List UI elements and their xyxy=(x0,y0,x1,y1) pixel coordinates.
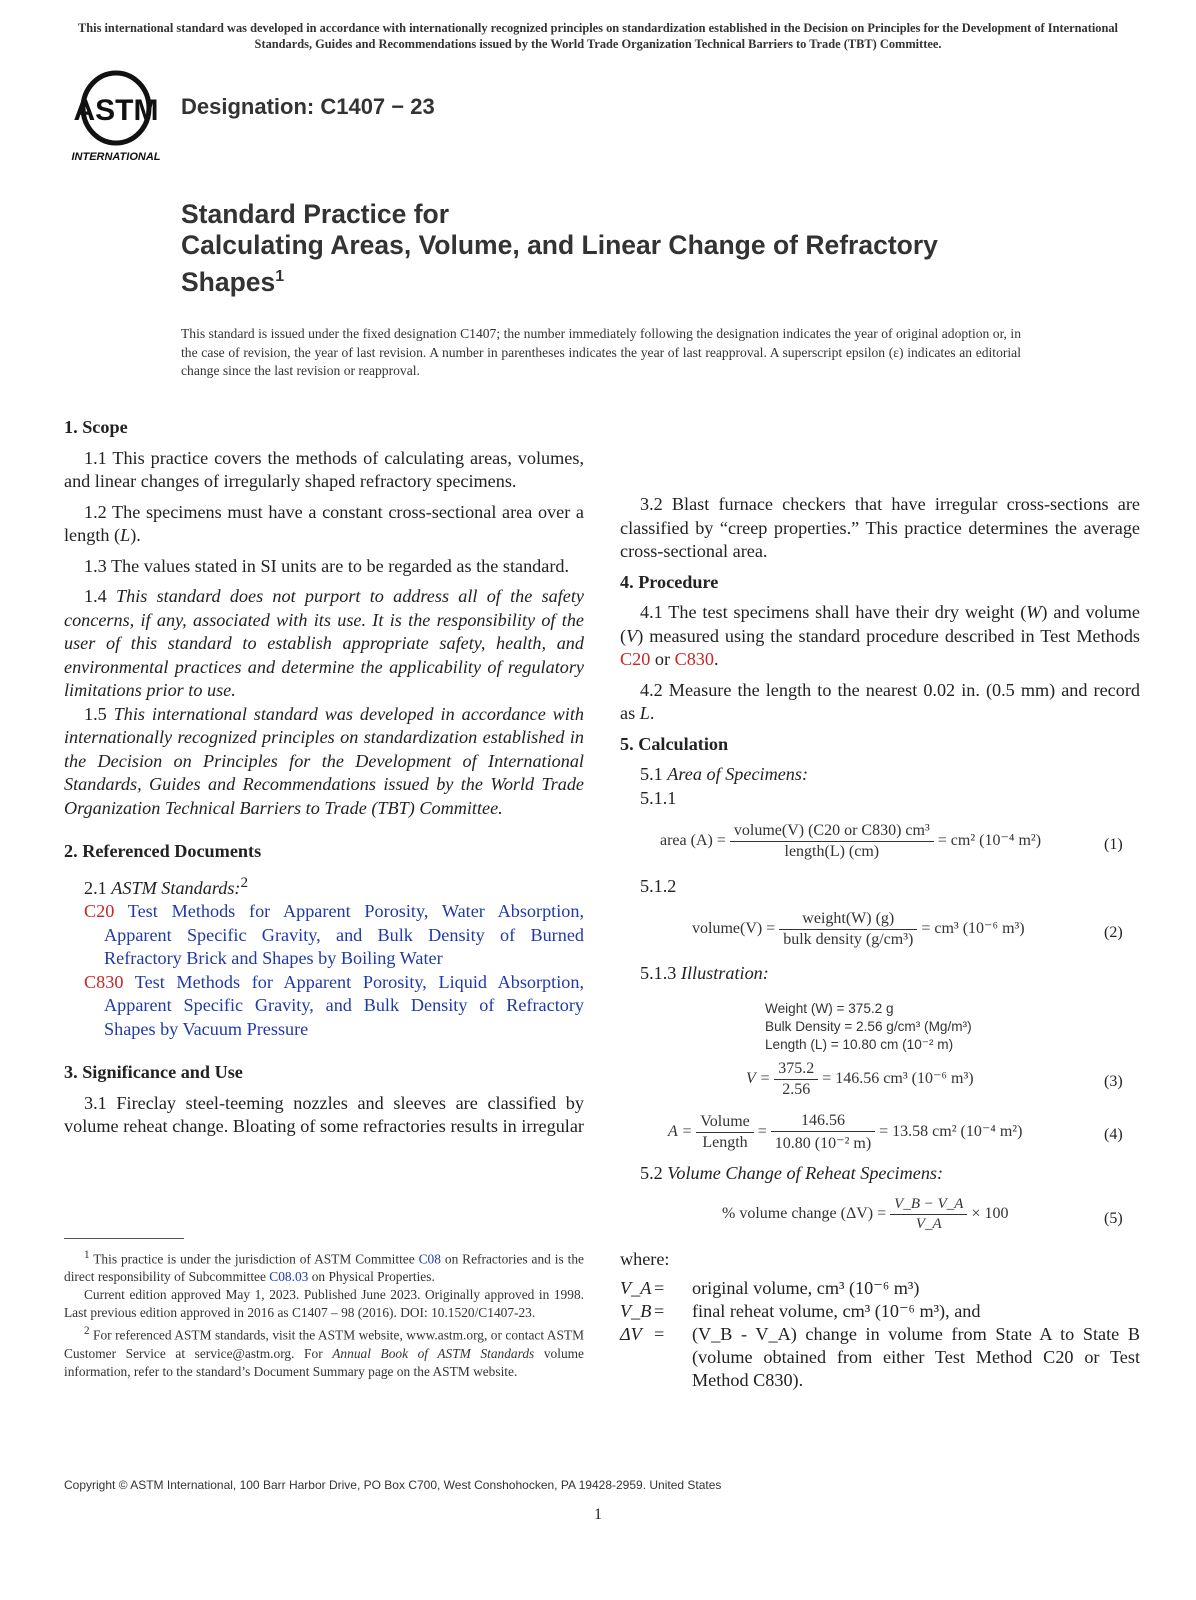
committee-link[interactable]: C08 xyxy=(418,1251,441,1267)
section-heading: 3. Significance and Use xyxy=(64,1062,243,1083)
paragraph: 2.1 ASTM Standards:$^2$ xyxy=(84,873,249,898)
section-heading: 4. Procedure xyxy=(620,571,719,592)
footnote-1: $^1$ This practice is under the jurisdiction of ASTM Committee C08 on Refractories and is the direct responsibility of Subcommittee C08.03 on Physical Properties. xyxy=(64,1249,585,1285)
reference-link[interactable]: C830 xyxy=(84,971,124,992)
footnote-divider xyxy=(64,1238,184,1239)
paragraph: 4.2 Measure the length to the nearest 0.02 in. (0.5 mm) and record as L. xyxy=(620,679,1140,723)
subsection-heading: 5.1 Area of Specimens: xyxy=(640,764,809,784)
paragraph-3-1: 3.1 Fireclay steel-teeming nozzles and sleeves are classified by volume reheat change. Bloating of some refractories results in irregular xyxy=(64,1092,584,1137)
reference-link[interactable]: C20 xyxy=(84,901,115,922)
equation-number: (3) xyxy=(1104,1073,1123,1090)
paragraph: 1.4 This standard does not purport to address all of the safety concerns, if any, associated with its use. It is the responsibility of the user of this standard to establish appropriate safety, health, and environmental practices and determine the applicability of regulatory limitations prior to use. xyxy=(64,586,584,700)
footnotes xyxy=(64,1246,584,1381)
reference-entry: C20 Test Methods for Apparent Porosity, Water Absorption, Apparent Specific Gravity, and Bulk Density of Burned Refractory Brick and Shapes by Boiling Water xyxy=(84,901,584,969)
definition-row: ΔV = (V_B - V_A) change in volume from State A to State B (volume obtained from either Test Method C20 or Test Method C830). xyxy=(620,1324,1140,1390)
illustration-values: Weight (W) = 375.2 g Bulk Density = 2.56 g/cm³ (Mg/m³) Length (L) = 10.80 cm (10⁻² m) xyxy=(765,1001,972,1052)
subsection-heading: 5.2 Volume Change of Reheat Specimens: xyxy=(640,1163,944,1183)
issue-note: This standard is issued under the fixed designation C1407; the number immediately following the designation indicates the year of original adoption or, in the case of revision, the year of last revision. A number in parentheses indicates the year of last reapproval. A superscript epsilon (ε) indicates an editorial change since the last revision or reapproval. xyxy=(181,326,1021,378)
paragraph: 1.1 This practice covers the methods of calculating areas, volumes, and linear changes of irregularly shaped refractory specimens. xyxy=(64,447,584,491)
definition-row: V_A = original volume, cm³ (10⁻⁶ m³) xyxy=(620,1278,920,1298)
right-column xyxy=(620,416,1140,817)
paragraph-3-1-continued xyxy=(620,416,1140,486)
page-number: 1 xyxy=(594,1506,602,1523)
equation-2: volume(V) = $\frac{\text{weight(W) (g)}}{\text{bulk density (g/cm³)}}$ = cm³ (10⁻⁶ m³) xyxy=(692,910,1025,948)
designation: Designation: C1407 − 23 xyxy=(181,94,435,119)
paragraph: 1.5 This international standard was developed in accordance with internationally recognized principles on standardization established in the Decision on Principles for the Development of International Standards, Guides and Recommendations issued by the World Trade Organization Technical Barriers to Trade (TBT) Committee. xyxy=(64,703,585,818)
equation-number: (2) xyxy=(1104,924,1123,941)
equation-number: (5) xyxy=(1104,1210,1123,1227)
equation-number: (4) xyxy=(1104,1126,1123,1143)
subsection-label: 5.1.1 xyxy=(640,787,677,808)
equation-3: V = $\frac{375.2}{2.56}$ = 146.56 cm³ (10⁻⁶ m³) xyxy=(746,1060,974,1098)
copyright: Copyright © ASTM International, 100 Barr Harbor Drive, PO Box C700, West Conshohocken, PA 19428-2959. United States xyxy=(64,1478,722,1492)
paragraph: 1.3 The values stated in SI units are to be regarded as the standard. xyxy=(84,555,570,576)
equation-1: area (A) = $\frac{\text{volume(V) (C20 or C830) cm³}}{\text{length(L) (cm)}}$ = cm² (10⁻⁴ m²) xyxy=(660,822,1042,860)
paragraph: 4.1 The test specimens shall have their dry weight (W) and volume (V) measured using the standard procedure described in Test Methods C20 or C830. xyxy=(620,602,1140,669)
svg-text:ASTM: ASTM xyxy=(73,94,159,127)
astm-logo xyxy=(66,70,166,166)
subcommittee-link[interactable]: C08.03 xyxy=(269,1269,309,1285)
svg-text:INTERNATIONAL: INTERNATIONAL xyxy=(71,151,161,163)
left-column xyxy=(64,416,584,1146)
equation-number: (1) xyxy=(1104,836,1123,853)
subsection-label: 5.1.3 Illustration: xyxy=(640,963,769,983)
top-notice: This international standard was developed in accordance with internationally recognized principles on standardization established in the Decision on Principles for the Development of International Standards, Guides and Recommendations issued by the World Trade Organization Technical Barriers to Trade (TBT) Committee. xyxy=(77,21,1119,51)
paragraph: 3.2 Blast furnace checkers that have irregular cross-sections are classified by “creep properties.” This practice determines the average cross-sectional area. xyxy=(620,494,1140,561)
reference-link[interactable]: C20 xyxy=(620,649,651,669)
document-title: Standard Practice for Calculating Areas, Volume, and Linear Change of Refractory Shapes$^1$ xyxy=(181,199,938,297)
paragraph: 1.2 The specimens must have a constant cross-sectional area over a length (L). xyxy=(64,501,584,545)
footnote-2: $^2$ For referenced ASTM standards, visit the ASTM website, www.astm.org, or contact ASTM Customer Service at service@astm.org. For Annual Book of ASTM Standards volume information, refer to the standard’s Document Summary page on the ASTM website. xyxy=(64,1325,584,1379)
section-heading: 1. Scope xyxy=(64,417,128,437)
section-heading: 2. Referenced Documents xyxy=(64,841,262,861)
subsection-label: 5.1.2 xyxy=(640,876,677,896)
equation-4: A = $\frac{\text{Volume}}{\text{Length}}$ = $\frac{146.56}{\text{10.80 (10⁻² m)}}$ = 13.58 cm² (10⁻⁴ m²) xyxy=(668,1112,1023,1152)
reference-entry: C830 Test Methods for Apparent Porosity, Liquid Absorption, Apparent Specific Gravity, and Bulk Density of Refractory Shapes by Vacuum Pressure xyxy=(84,971,584,1039)
where-definitions: where: V_A = original volume, cm³ (10⁻⁶ m³) V_B = final reheat volume, cm³ (10⁻⁶ m³), and ΔV = (V_B - V_A) change in volume from State A to State B (volume obtained from either Test Method C20 or Test Method C830). xyxy=(620,1249,1140,1390)
reference-link[interactable]: C830 xyxy=(674,649,714,669)
equation-5: % volume change (ΔV) = $\frac{V\_B - V\_A}{V\_A}$ × 100 xyxy=(722,1196,1009,1232)
definition-row: V_B = final reheat volume, cm³ (10⁻⁶ m³), and xyxy=(620,1301,981,1321)
section-heading: 5. Calculation xyxy=(620,733,729,754)
footnote-edition: Current edition approved May 1, 2023. Published June 2023. Originally approved in 1998. Last previous edition approved in 2016 as C1407 – 98 (2016). DOI: 10.1520/C1407-23. xyxy=(64,1287,584,1321)
